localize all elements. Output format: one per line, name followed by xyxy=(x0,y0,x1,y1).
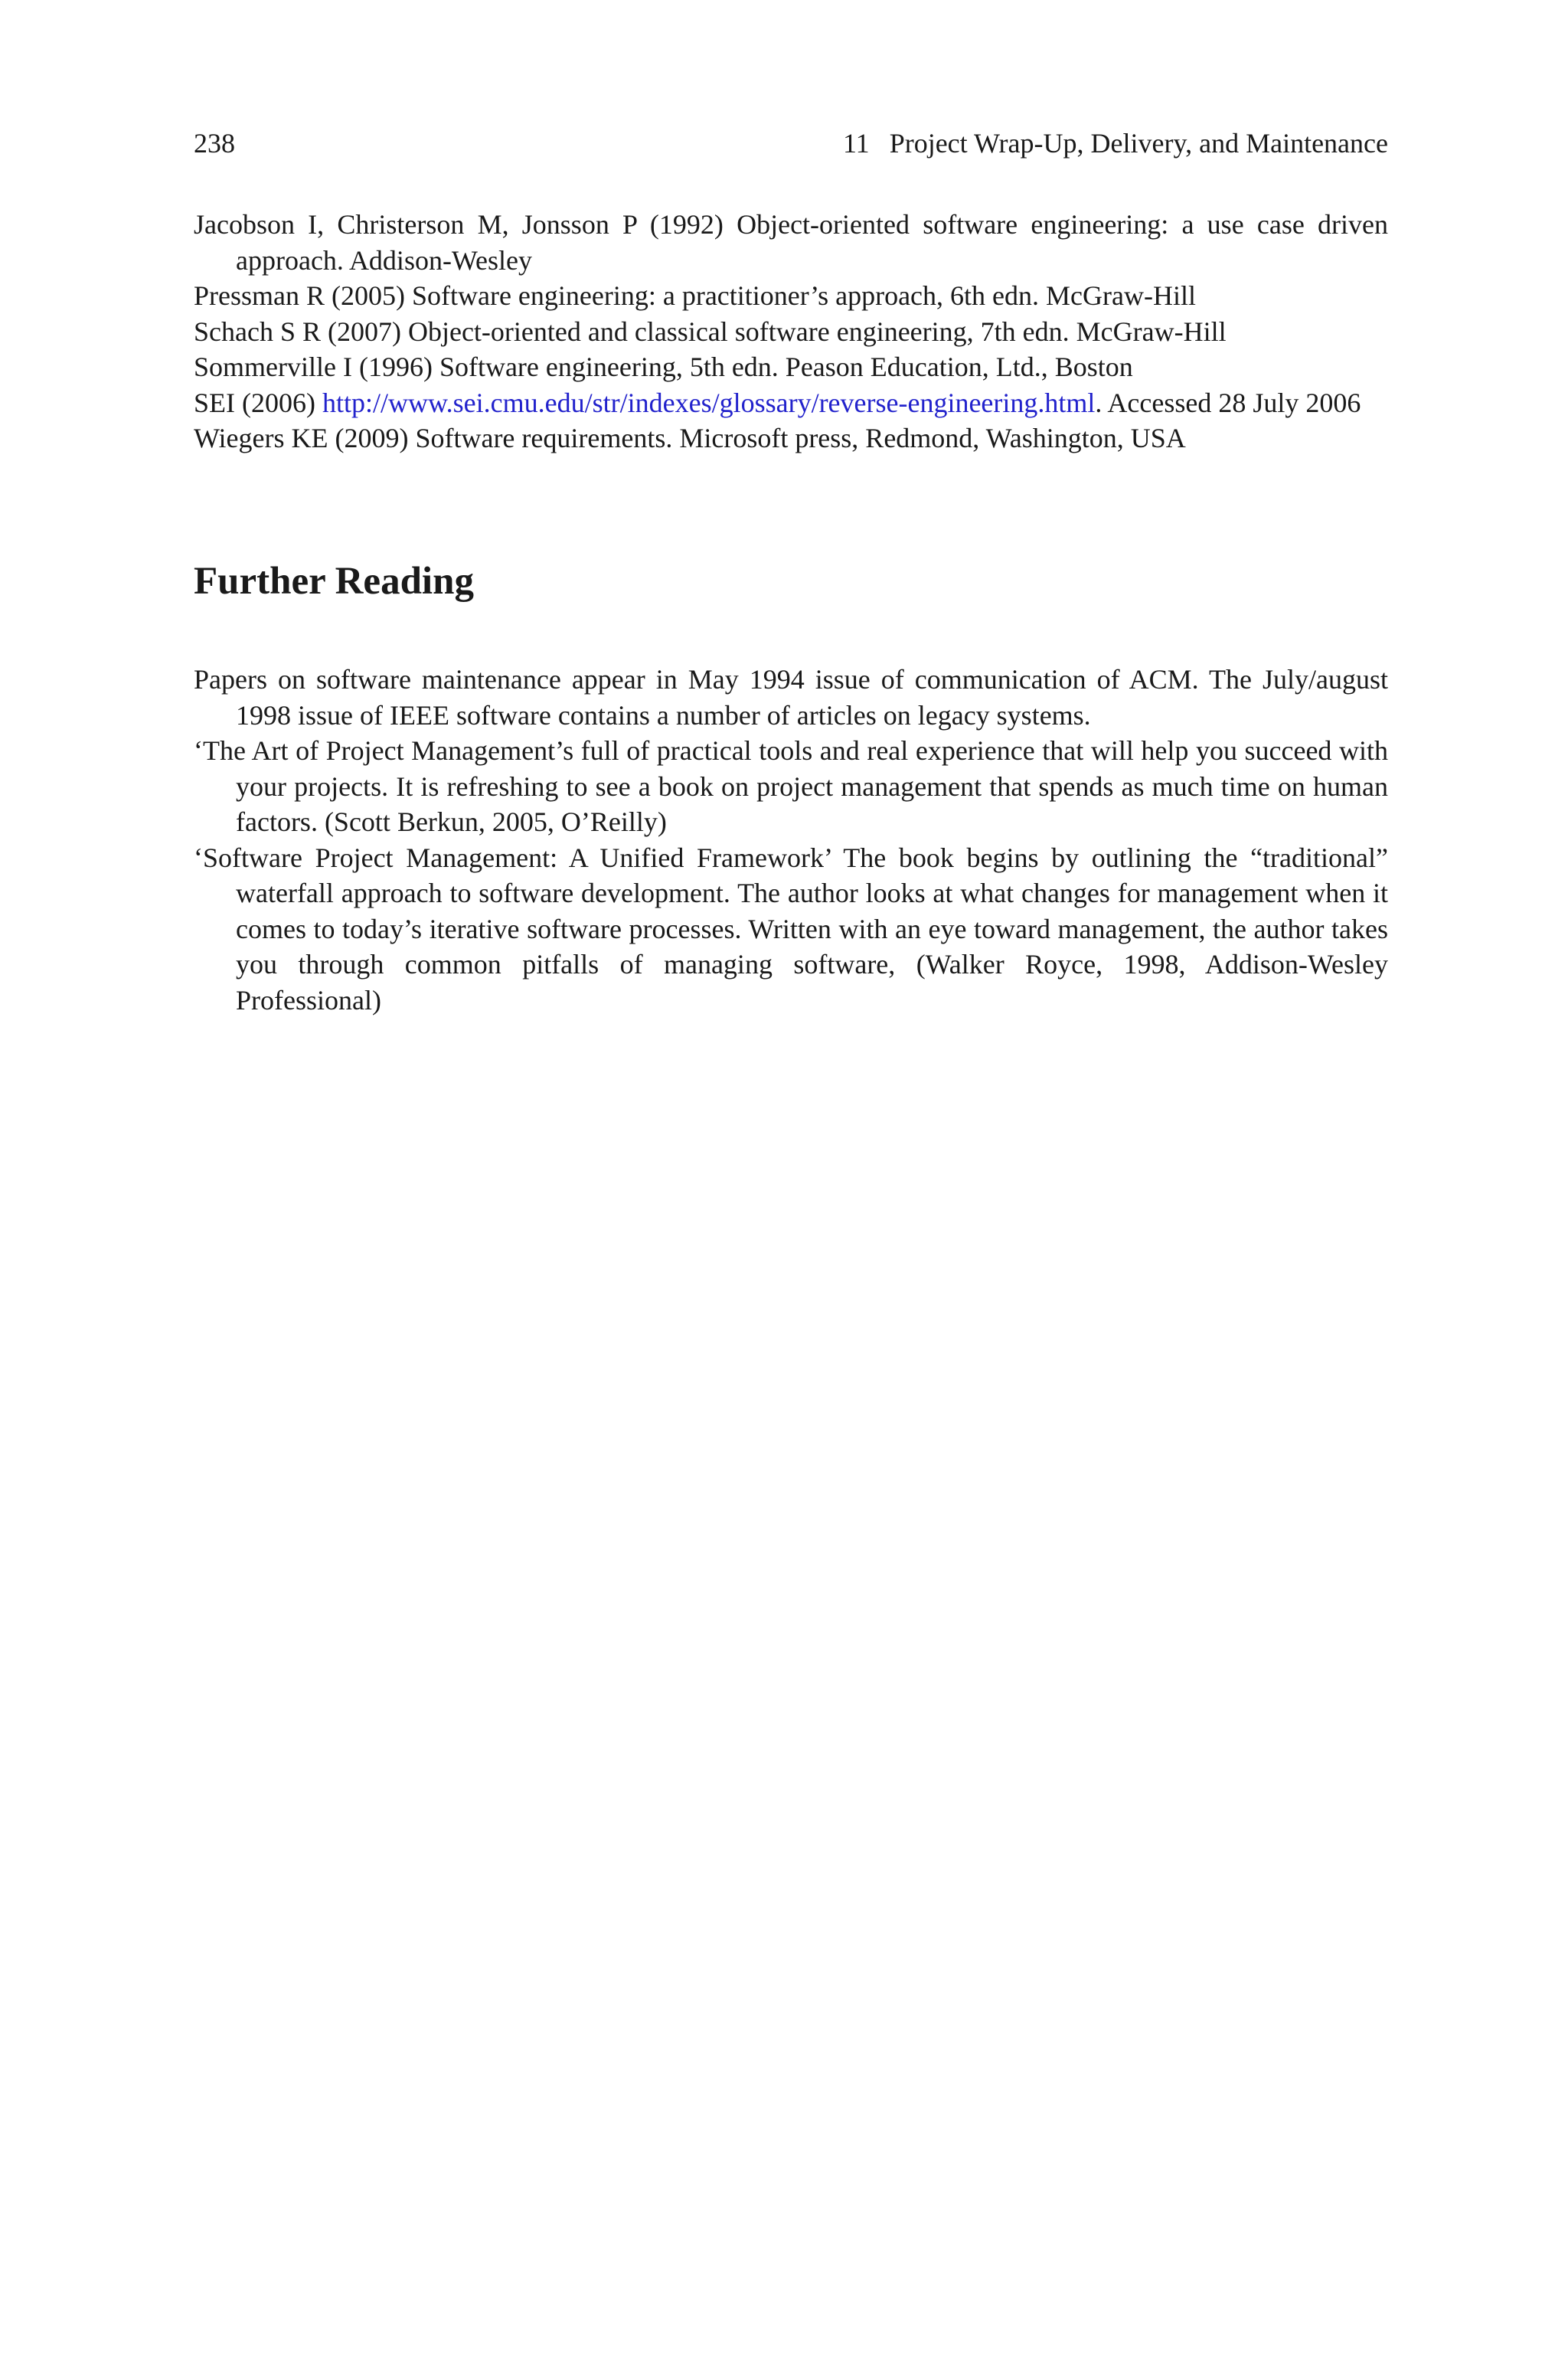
further-reading-list xyxy=(194,662,1388,1018)
reference-entry: Schach S R (2007) Object-oriented and classical software engineering, 7th edn. McGraw-Hill xyxy=(194,316,1227,347)
further-reading-item: ‘Software Project Management: A Unified Framework’ The book begins by outlining the “traditional” waterfall approach to software development. The author looks at what changes for management when it comes to today’s iterative software processes. Written with an eye toward management, the author takes you through common pitfalls of managing software, (Walker Royce, 1998, Addison-Wesley Professional) xyxy=(194,842,1388,1016)
reference-entry xyxy=(194,385,1388,421)
page-number: 238 xyxy=(194,128,235,159)
reference-entry: Jacobson I, Christerson M, Jonsson P (1992) Object-oriented software engineering: a use case driven approach. Addison-Wesley xyxy=(194,209,1388,276)
further-reading-item: Papers on software maintenance appear in May 1994 issue of communication of ACM. The July/august 1998 issue of IEEE software contains a number of articles on legacy systems. xyxy=(194,664,1388,731)
chapter-number: 11 xyxy=(843,128,870,159)
reference-prefix: SEI (2006) xyxy=(194,387,322,418)
reference-list xyxy=(194,207,1388,456)
reference-suffix: . Accessed 28 July 2006 xyxy=(1095,387,1361,418)
running-header xyxy=(194,124,1388,162)
reference-link[interactable]: http://www.sei.cmu.edu/str/indexes/glossary/reverse-engineering.html xyxy=(322,387,1096,418)
reference-entry: Sommerville I (1996) Software engineering, 5th edn. Peason Education, Ltd., Boston xyxy=(194,352,1133,382)
further-reading-item: ‘The Art of Project Management’s full of practical tools and real experience that will help you succeed with your projects. It is refreshing to see a book on project management that spends as much time on human factors. (Scott Berkun, 2005, O’Reilly) xyxy=(194,735,1388,837)
section-heading: Further Reading xyxy=(194,560,474,603)
reference-entry: Pressman R (2005) Software engineering: a practitioner’s approach, 6th edn. McGraw-Hill xyxy=(194,280,1196,311)
chapter-heading xyxy=(843,124,1388,162)
reference-entry: Wiegers KE (2009) Software requirements. Microsoft press, Redmond, Washington, USA xyxy=(194,423,1186,453)
chapter-title: Project Wrap-Up, Delivery, and Maintenance xyxy=(889,128,1388,159)
